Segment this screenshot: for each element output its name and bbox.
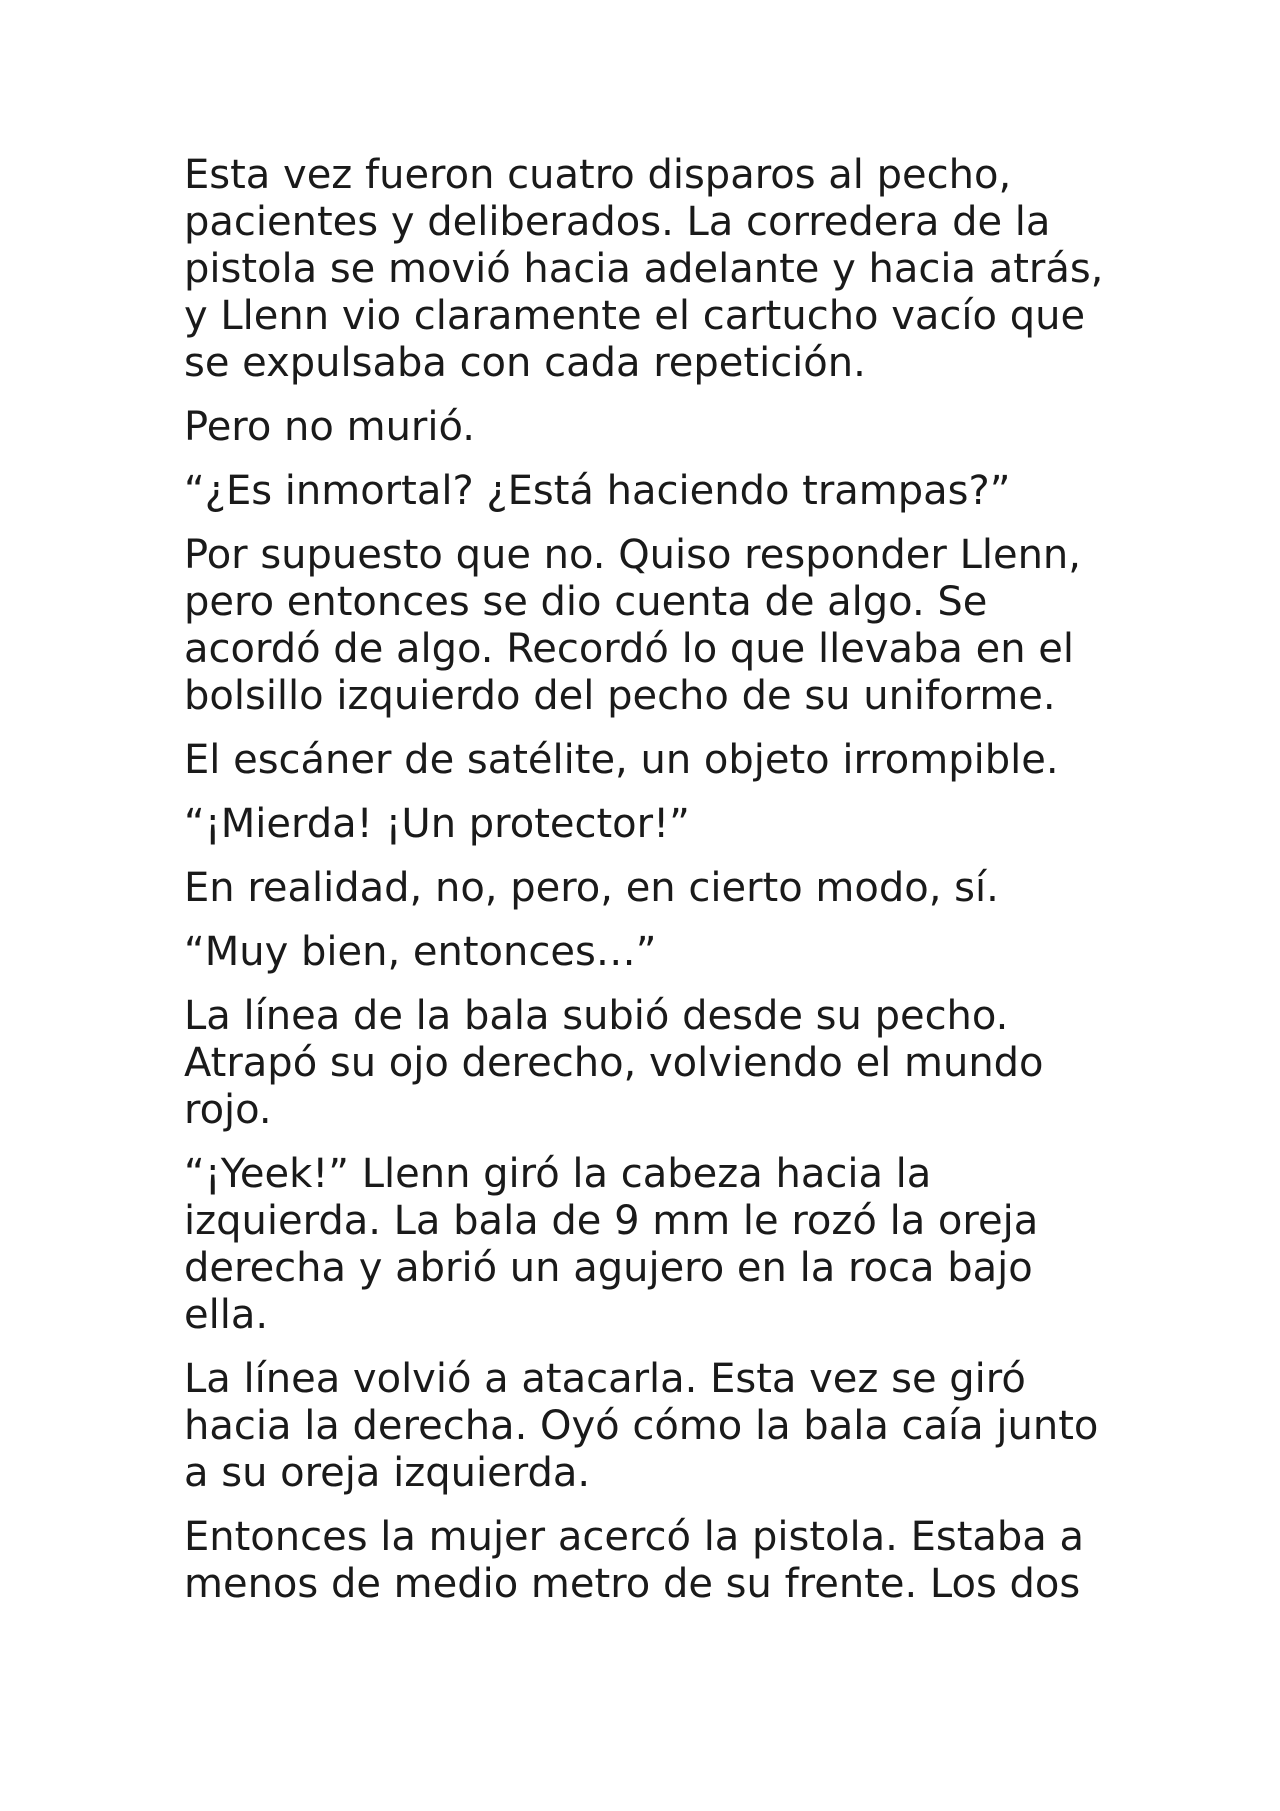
paragraph: La línea de la bala subió desde su pecho. Atrapó su ojo derecho, volviendo el mundo rojo. bbox=[184, 993, 1044, 1133]
paragraph: En realidad, no, pero, en cierto modo, sí. bbox=[184, 865, 999, 911]
paragraph: Por supuesto que no. Quiso responder Llenn, pero entonces se dio cuenta de algo. Se acordó de algo. Recordó lo que llevaba en el bolsillo izquierdo del pecho de su uniforme. bbox=[184, 532, 1081, 719]
paragraph: “¿Es inmortal? ¿Está haciendo trampas?” bbox=[184, 468, 1011, 514]
paragraph: Esta vez fueron cuatro disparos al pecho, pacientes y deliberados. La corredera de la pistola se movió hacia adelante y hacia atrás, y Llenn vio claramente el cartucho vacío que se expulsaba con cada repetición. bbox=[184, 152, 1104, 386]
body-text bbox=[184, 152, 1104, 1625]
paragraph: “Muy bien, entonces…” bbox=[184, 929, 657, 975]
paragraph: “¡Mierda! ¡Un protector!” bbox=[184, 801, 690, 847]
paragraph: El escáner de satélite, un objeto irrompible. bbox=[184, 737, 1059, 783]
paragraph: “¡Yeek!” Llenn giró la cabeza hacia la izquierda. La bala de 9 mm le rozó la oreja derecha y abrió un agujero en la roca bajo ella. bbox=[184, 1151, 1039, 1338]
paragraph: Entonces la mujer acercó la pistola. Estaba a menos de medio metro de su frente. Los dos bbox=[184, 1514, 1085, 1607]
paragraph: La línea volvió a atacarla. Esta vez se giró hacia la derecha. Oyó cómo la bala caía junto a su oreja izquierda. bbox=[184, 1356, 1099, 1496]
paragraph: Pero no murió. bbox=[184, 404, 475, 450]
